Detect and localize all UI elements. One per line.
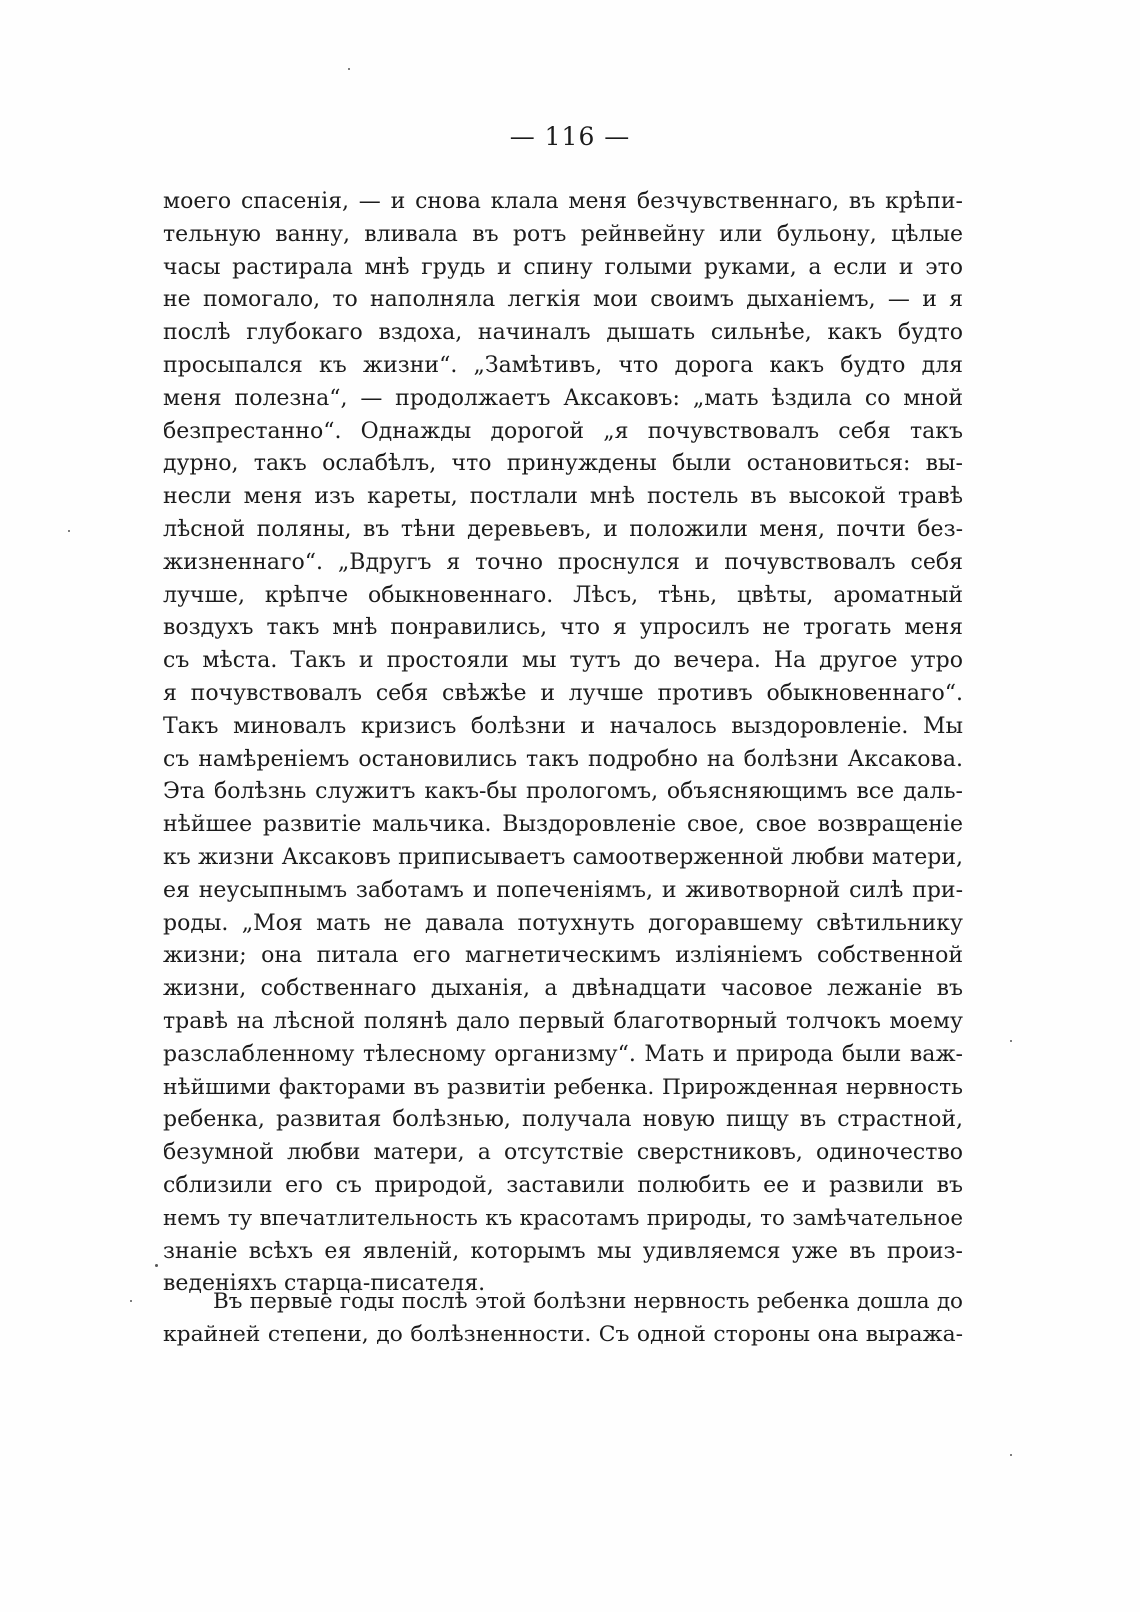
text-line: жизни, собственнаго дыханія, а двѣнадцати часовое лежаніе въ bbox=[163, 976, 963, 1002]
text-line: ея неусыпнымъ заботамъ и попеченіямъ, и животворной силѣ при- bbox=[163, 877, 963, 903]
text-line: послѣ глубокаго вздоха, начиналъ дышать сильнѣе, какъ будто bbox=[163, 320, 963, 346]
text-line: Такъ миновалъ кризисъ болѣзни и началось выздоровленіе. Мы bbox=[163, 713, 963, 739]
text-line: несли меня изъ кареты, постлали мнѣ постель въ высокой травѣ bbox=[163, 484, 963, 510]
text-line: жизни; она питала его магнетическимъ изліяніемъ собственной bbox=[163, 943, 963, 969]
text-line: крайней степени, до болѣзненности. Съ одной стороны она выража- bbox=[163, 1321, 963, 1347]
text-line: я почувствовалъ себя свѣжѣе и лучше противъ обыкновеннаго“. bbox=[163, 680, 963, 706]
text-line: дурно, такъ ослабѣлъ, что принуждены были остановиться: вы- bbox=[163, 451, 963, 477]
text-line: сблизили его съ природой, заставили полюбить ее и развили въ bbox=[163, 1172, 963, 1198]
scan-speck bbox=[348, 68, 350, 70]
text-line: немъ ту впечатлительность къ красотамъ природы, то замѣчательное bbox=[163, 1205, 963, 1231]
scan-speck bbox=[130, 1300, 132, 1302]
text-line: съ мѣста. Такъ и простояли мы тутъ до вечера. На другое утро bbox=[163, 648, 963, 674]
text-line: Въ первые годы послѣ этой болѣзни нервность ребенка дошла до bbox=[213, 1289, 963, 1314]
text-line: Эта болѣзнь служитъ какъ-бы прологомъ, объясняющимъ все даль- bbox=[163, 779, 963, 805]
text-line: не помогало, то наполняла легкія мои своимъ дыханіемъ, — и я bbox=[163, 287, 963, 313]
scan-speck bbox=[68, 530, 70, 532]
text-line: безпрестанно“. Однажды дорогой „я почувствовалъ себя такъ bbox=[163, 418, 963, 444]
scan-speck bbox=[1010, 1454, 1012, 1456]
text-line: тельную ванну, вливала въ ротъ рейнвейну или бульону, цѣлые bbox=[163, 221, 963, 247]
text-line: роды. „Моя мать не давала потухнуть догоравшему свѣтильнику bbox=[163, 910, 963, 936]
text-line: веденіяхъ старца-писателя. bbox=[163, 1271, 486, 1297]
text-line: лучше, крѣпче обыкновеннаго. Лѣсъ, тѣнь, цвѣты, ароматный bbox=[163, 582, 963, 608]
text-line: знаніе всѣхъ ея явленій, которымъ мы удивляемся уже въ произ- bbox=[163, 1238, 963, 1264]
paragraph-2 bbox=[163, 1286, 963, 1352]
text-line: жизненнаго“. „Вдругъ я точно проснулся и почувствовалъ себя bbox=[163, 549, 963, 575]
text-line: травѣ на лѣсной полянѣ дало первый благотворный толчокъ моему bbox=[163, 1008, 963, 1034]
text-line: часы растирала мнѣ грудь и спину голыми руками, а если и это bbox=[163, 254, 963, 280]
scan-speck bbox=[155, 1264, 158, 1267]
text-line: съ намѣреніемъ остановились такъ подробно на болѣзни Аксакова. bbox=[163, 746, 963, 772]
text-line: разслабленному тѣлесному организму“. Мать и природа были важ- bbox=[163, 1041, 963, 1067]
text-line: ребенка, развитая болѣзнью, получала новую пищу въ страстной, bbox=[163, 1107, 963, 1133]
text-line: моего спасенія, — и снова клала меня безчувственнаго, въ крѣпи- bbox=[163, 189, 963, 214]
scan-speck bbox=[1010, 1040, 1012, 1042]
text-line: меня полезна“, — продолжаетъ Аксаковъ: „мать ѣздила со мной bbox=[163, 385, 963, 411]
text-line: нѣйшее развитіе мальчика. Выздоровленіе свое, свое возвращеніе bbox=[163, 812, 963, 838]
text-line: лѣсной поляны, въ тѣни деревьевъ, и положили меня, почти без- bbox=[163, 516, 963, 542]
page-number: — 116 — bbox=[509, 122, 631, 151]
text-line: къ жизни Аксаковъ приписываетъ самоотверженной любви матери, bbox=[163, 844, 963, 870]
paragraph-1 bbox=[163, 186, 963, 1301]
text-line: просыпался къ жизни“. „Замѣтивъ, что дорога какъ будто для bbox=[163, 352, 963, 378]
text-line: безумной любви матери, а отсутствіе сверстниковъ, одиночество bbox=[163, 1140, 963, 1166]
text-line: нѣйшими факторами въ развитіи ребенка. Прирожденная нервность bbox=[163, 1074, 963, 1100]
text-line: воздухъ такъ мнѣ понравились, что я упросилъ не трогать меня bbox=[163, 615, 963, 641]
